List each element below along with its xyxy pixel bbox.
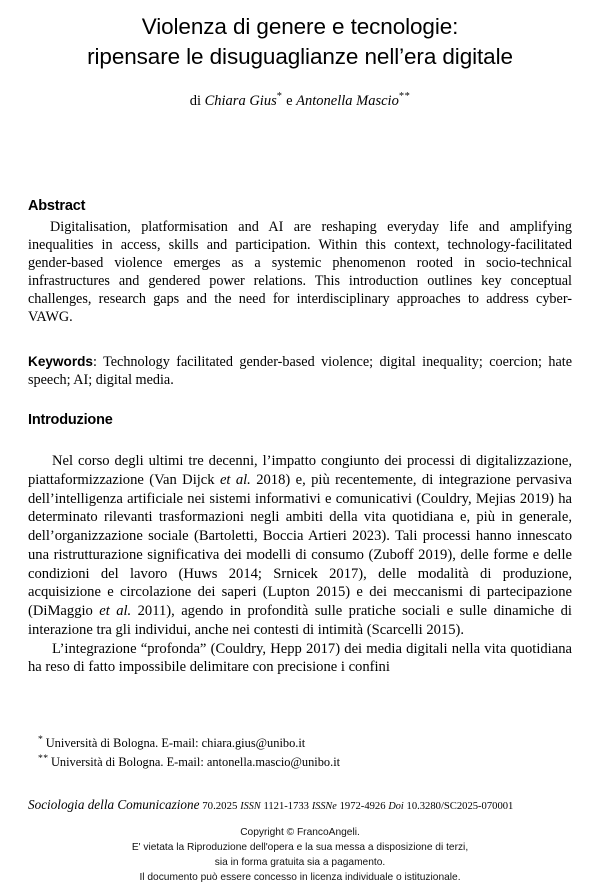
copyright-line-3: sia in forma gratuita sia a pagamento. bbox=[214, 856, 386, 868]
introduction-paragraph-1 bbox=[28, 452, 572, 640]
journal-name: Sociologia della Comunicazione bbox=[28, 797, 200, 812]
intro-p1-italic-1: et al. bbox=[219, 471, 251, 488]
keywords-separator: : bbox=[92, 354, 104, 370]
title-line-2: ripensare le disuguaglianze nell’era digitale bbox=[87, 43, 513, 69]
keywords-label: Keywords bbox=[28, 354, 93, 369]
issn-value: 1121-1733 bbox=[263, 801, 309, 812]
footnote-1-text: Università di Bologna. E-mail: chiara.gius@unibo.it bbox=[45, 736, 306, 751]
footnote-2-marker: ** bbox=[38, 753, 49, 765]
abstract-text: Digitalisation, platformisation and AI are reshaping everyday life and amplifying inequalities in access, skills and participation. Within this context, technology-facilitated gender-based violence emerges as a systemic phenomenon rooted in socio-technical infrastructures and gendered power relations. This introduction outlines key conceptual challenges, research gaps and the need for interdisciplinary approaches to address cyber-VAWG. bbox=[28, 219, 572, 326]
footnote-1 bbox=[28, 733, 572, 752]
byline-prefix: di bbox=[189, 92, 201, 109]
abstract-section bbox=[28, 218, 572, 326]
intro-p1-part-1: Nel corso degli ultimi tre decenni, l’impatto congiunto dei processi di digitalizzazione, piattaformizzazione (Van Dijck bbox=[28, 453, 572, 488]
issne-value: 1972-4926 bbox=[339, 801, 386, 812]
intro-p1-part-3: 2011), agendo in profondità sulle pratiche sociali e sulle dinamiche di interazione tra gli individui, anche nei contesti di intimità (Scarcelli 2015). bbox=[28, 603, 572, 638]
byline-conjunction: e bbox=[286, 92, 293, 109]
title-line-1: Violenza di genere e tecnologie: bbox=[141, 14, 459, 39]
footnote-1-marker: * bbox=[38, 734, 44, 745]
introduction-heading: Introduzione bbox=[28, 412, 113, 428]
author-1-footnote-marker: * bbox=[276, 91, 283, 102]
keywords-paragraph bbox=[28, 353, 572, 389]
intro-p1-part-2: 2018) e, più recentemente, di integrazione pervasiva dell’intelligenza artificiale nei sistemi informativi e comunicativi (Couldry, Mejias 2019) ha determinato rilevanti trasformazioni negli ambiti della vita quotidiana e, più in generale, dell’organizzazione sociale (Bartoletti, Boccia Artieri 2023). Tali processi hanno innescato una ristrutturazione significativa dei modelli di consumo (Zuboff 2019), delle forme e delle condizioni del lavoro (Huws 2014; Srnicek 2017), delle modalità di produzione, acquisizione e circolazione dei saperi (Lupton 2015) e dei meccanismi di partecipazione (DiMaggio bbox=[28, 471, 573, 619]
author-byline bbox=[28, 90, 572, 111]
doi-value: 10.3280/SC2025-070001 bbox=[406, 801, 514, 812]
page-title bbox=[28, 12, 572, 71]
intro-p1-italic-2: et al. bbox=[99, 603, 132, 619]
copyright-line-2: E' vietata la Riproduzione dell'opera e la sua messa a disposizione di terzi, bbox=[131, 841, 469, 853]
footnote-area bbox=[28, 733, 572, 771]
journal-citation-line bbox=[28, 797, 572, 814]
introduction-paragraph-2: L’integrazione “profonda” (Couldry, Hepp 2017) dei media digitali nella vita quotidiana ha reso di fatto impossibile delimitare con precisione i confini bbox=[28, 640, 572, 676]
journal-volume-year: 70.2025 bbox=[202, 800, 238, 812]
copyright-line-1: Copyright © FrancoAngeli. bbox=[240, 827, 360, 838]
author-name-1: Chiara Gius bbox=[204, 92, 277, 109]
doi-label: Doi bbox=[388, 801, 404, 812]
introduction-section bbox=[28, 452, 572, 677]
title-block bbox=[28, 12, 572, 71]
author-2-footnote-marker: ** bbox=[398, 91, 411, 102]
copyright-footer bbox=[0, 826, 600, 886]
author-name-2: Antonella Mascio bbox=[296, 92, 399, 109]
keywords-section bbox=[28, 353, 572, 389]
copyright-line-4: Il documento può essere concesso in licenza individuale o istituzionale. bbox=[139, 871, 461, 883]
footnote-2 bbox=[28, 752, 572, 771]
issn-label: ISSN bbox=[240, 801, 261, 812]
keywords-text: Technology facilitated gender-based violence; digital inequality; coercion; hate speech; AI; digital media. bbox=[28, 354, 573, 389]
issne-label: ISSNe bbox=[311, 801, 337, 812]
footnote-2-text: Università di Bologna. E-mail: antonella.mascio@unibo.it bbox=[50, 755, 341, 770]
abstract-heading: Abstract bbox=[28, 198, 86, 214]
